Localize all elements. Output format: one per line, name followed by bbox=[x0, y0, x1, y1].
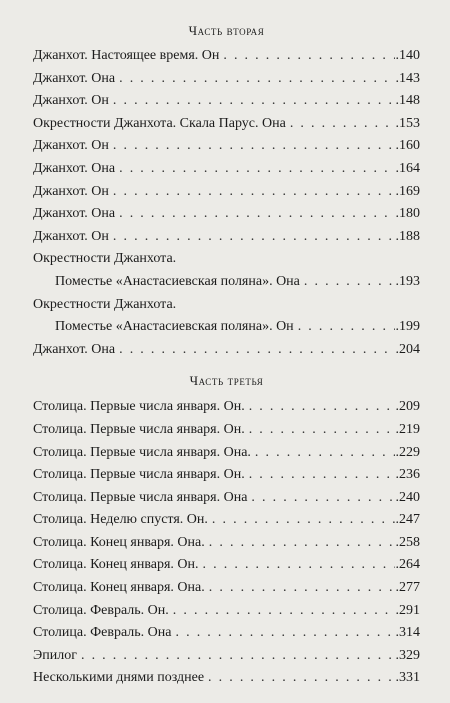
toc-entry-label: Столица. Первые числа января. Он. bbox=[33, 421, 245, 437]
leader-dots bbox=[113, 226, 395, 249]
leader-dots bbox=[119, 203, 394, 226]
toc-entry-label: Джанхот. Он bbox=[33, 93, 109, 109]
toc-entry-page: .180 bbox=[395, 206, 420, 222]
toc-entry-page: .247 bbox=[395, 512, 420, 528]
toc-entry-page: .291 bbox=[395, 602, 420, 618]
leader-dots bbox=[119, 158, 394, 181]
toc-entry-page: .148 bbox=[395, 93, 420, 109]
toc-entry-label: Столица. Неделю спустя. Он. bbox=[33, 512, 208, 528]
leader-dots bbox=[249, 396, 395, 419]
leader-dots bbox=[203, 554, 395, 577]
leader-dots bbox=[113, 135, 395, 158]
toc-entry bbox=[33, 203, 420, 226]
toc-entry bbox=[33, 45, 420, 68]
leader-dots bbox=[209, 577, 395, 600]
leader-dots bbox=[119, 339, 394, 362]
toc-entry bbox=[33, 271, 420, 294]
toc-entry-label: Столица. Первые числа января. Он. bbox=[33, 399, 245, 415]
toc-entry-label: Столица. Первые числа января. Она bbox=[33, 489, 248, 505]
leader-dots bbox=[251, 487, 394, 510]
leader-dots bbox=[290, 113, 395, 136]
toc-entry-page: .229 bbox=[395, 444, 420, 460]
toc-entry-page: .199 bbox=[395, 319, 420, 335]
toc-entry-page: .209 bbox=[395, 399, 420, 415]
toc-entry bbox=[33, 464, 420, 487]
leader-dots bbox=[173, 600, 395, 623]
toc-entry-label: Столица. Конец января. Она. bbox=[33, 580, 205, 596]
leader-dots bbox=[81, 645, 395, 668]
toc-entry-page: .193 bbox=[395, 273, 420, 289]
toc-entry-label: Столица. Конец января. Она. bbox=[33, 534, 205, 550]
toc-entry-label: Несколькими днями позднее bbox=[33, 670, 205, 686]
toc-entry bbox=[33, 532, 420, 555]
leader-dots bbox=[113, 90, 395, 113]
toc-entry-page: .164 bbox=[395, 160, 420, 176]
toc-entry-label: Окрестности Джанхота. Скала Парус. Она bbox=[33, 115, 286, 131]
toc-entry-page: .240 bbox=[395, 489, 420, 505]
toc-entry-label: Эпилог bbox=[33, 647, 77, 663]
toc-subheading: Окрестности Джанхота. bbox=[33, 296, 177, 312]
toc-entry-page: .143 bbox=[395, 70, 420, 86]
toc-entry-page: .219 bbox=[395, 421, 420, 437]
leader-dots bbox=[223, 45, 394, 68]
leader-dots bbox=[176, 622, 395, 645]
toc-entry bbox=[33, 90, 420, 113]
toc-entry bbox=[33, 316, 420, 339]
toc-entry-page: .258 bbox=[395, 534, 420, 550]
leader-dots bbox=[249, 464, 395, 487]
leader-dots bbox=[212, 509, 395, 532]
toc-entry-page: .169 bbox=[395, 183, 420, 199]
toc-entry-label: Столица. Первые числа января. Она. bbox=[33, 444, 251, 460]
toc-entry bbox=[33, 622, 420, 645]
leader-dots bbox=[208, 667, 394, 690]
leader-dots bbox=[298, 316, 395, 339]
toc-subheading: Окрестности Джанхота. bbox=[33, 251, 177, 267]
part-two-title: Часть вторая bbox=[188, 23, 265, 38]
toc-entry-page: .236 bbox=[395, 467, 420, 483]
leader-dots bbox=[209, 532, 395, 555]
toc-entry-page: .204 bbox=[395, 341, 420, 357]
toc-entry bbox=[33, 226, 420, 249]
toc-entry-label: Поместье «Анастасиевская поляна». Он bbox=[55, 319, 294, 335]
toc-entry bbox=[33, 667, 420, 690]
toc-entry-label: Джанхот. Он bbox=[33, 138, 109, 154]
toc-entry-label: Столица. Первые числа января. Он. bbox=[33, 467, 245, 483]
leader-dots bbox=[113, 181, 395, 204]
toc-entry-page: .329 bbox=[395, 647, 420, 663]
toc-entry-page: .314 bbox=[395, 625, 420, 641]
toc-entry-page: .264 bbox=[395, 557, 420, 573]
toc-entry-label: Столица. Февраль. Он. bbox=[33, 602, 169, 618]
leader-dots bbox=[119, 68, 394, 91]
toc-entry-page: .277 bbox=[395, 580, 420, 596]
toc-entry bbox=[33, 577, 420, 600]
toc-entry-page: .153 bbox=[395, 115, 420, 131]
toc-entry bbox=[33, 396, 420, 419]
toc-entry bbox=[33, 181, 420, 204]
toc-entry-label: Джанхот. Она bbox=[33, 160, 116, 176]
leader-dots bbox=[304, 271, 395, 294]
toc-entry-label: Джанхот. Он bbox=[33, 183, 109, 199]
toc-entry bbox=[33, 554, 420, 577]
toc-entry-label: Столица. Конец января. Он. bbox=[33, 557, 199, 573]
toc-entry-page: .140 bbox=[395, 48, 420, 63]
toc-entry bbox=[33, 600, 420, 623]
toc-entry bbox=[33, 135, 420, 158]
toc-entry bbox=[33, 68, 420, 91]
toc-entry-label: Джанхот. Он bbox=[33, 228, 109, 244]
toc-entry bbox=[33, 419, 420, 442]
toc-entry-label: Столица. Февраль. Она bbox=[33, 625, 172, 641]
toc-entry-label: Джанхот. Она bbox=[33, 70, 116, 86]
leader-dots bbox=[249, 419, 395, 442]
toc-entry bbox=[33, 645, 420, 668]
toc-entry bbox=[33, 509, 420, 532]
toc-entry bbox=[33, 442, 420, 465]
part-three-title: Часть третья bbox=[189, 373, 264, 389]
toc-entry-label: Джанхот. Настоящее время. Он bbox=[33, 48, 220, 63]
toc-entry-label: Джанхот. Она bbox=[33, 341, 116, 357]
toc-entry bbox=[33, 158, 420, 181]
toc-entry-label: Джанхот. Она bbox=[33, 206, 116, 222]
toc-entry-label: Поместье «Анастасиевская поляна». Она bbox=[55, 273, 300, 289]
leader-dots bbox=[255, 442, 395, 465]
toc-entry-page: .188 bbox=[395, 228, 420, 244]
toc-entry bbox=[33, 113, 420, 136]
toc-entry bbox=[33, 487, 420, 510]
toc-entry-page: .160 bbox=[395, 138, 420, 154]
toc-entry bbox=[33, 339, 420, 362]
toc-entry-page: .331 bbox=[395, 670, 420, 686]
